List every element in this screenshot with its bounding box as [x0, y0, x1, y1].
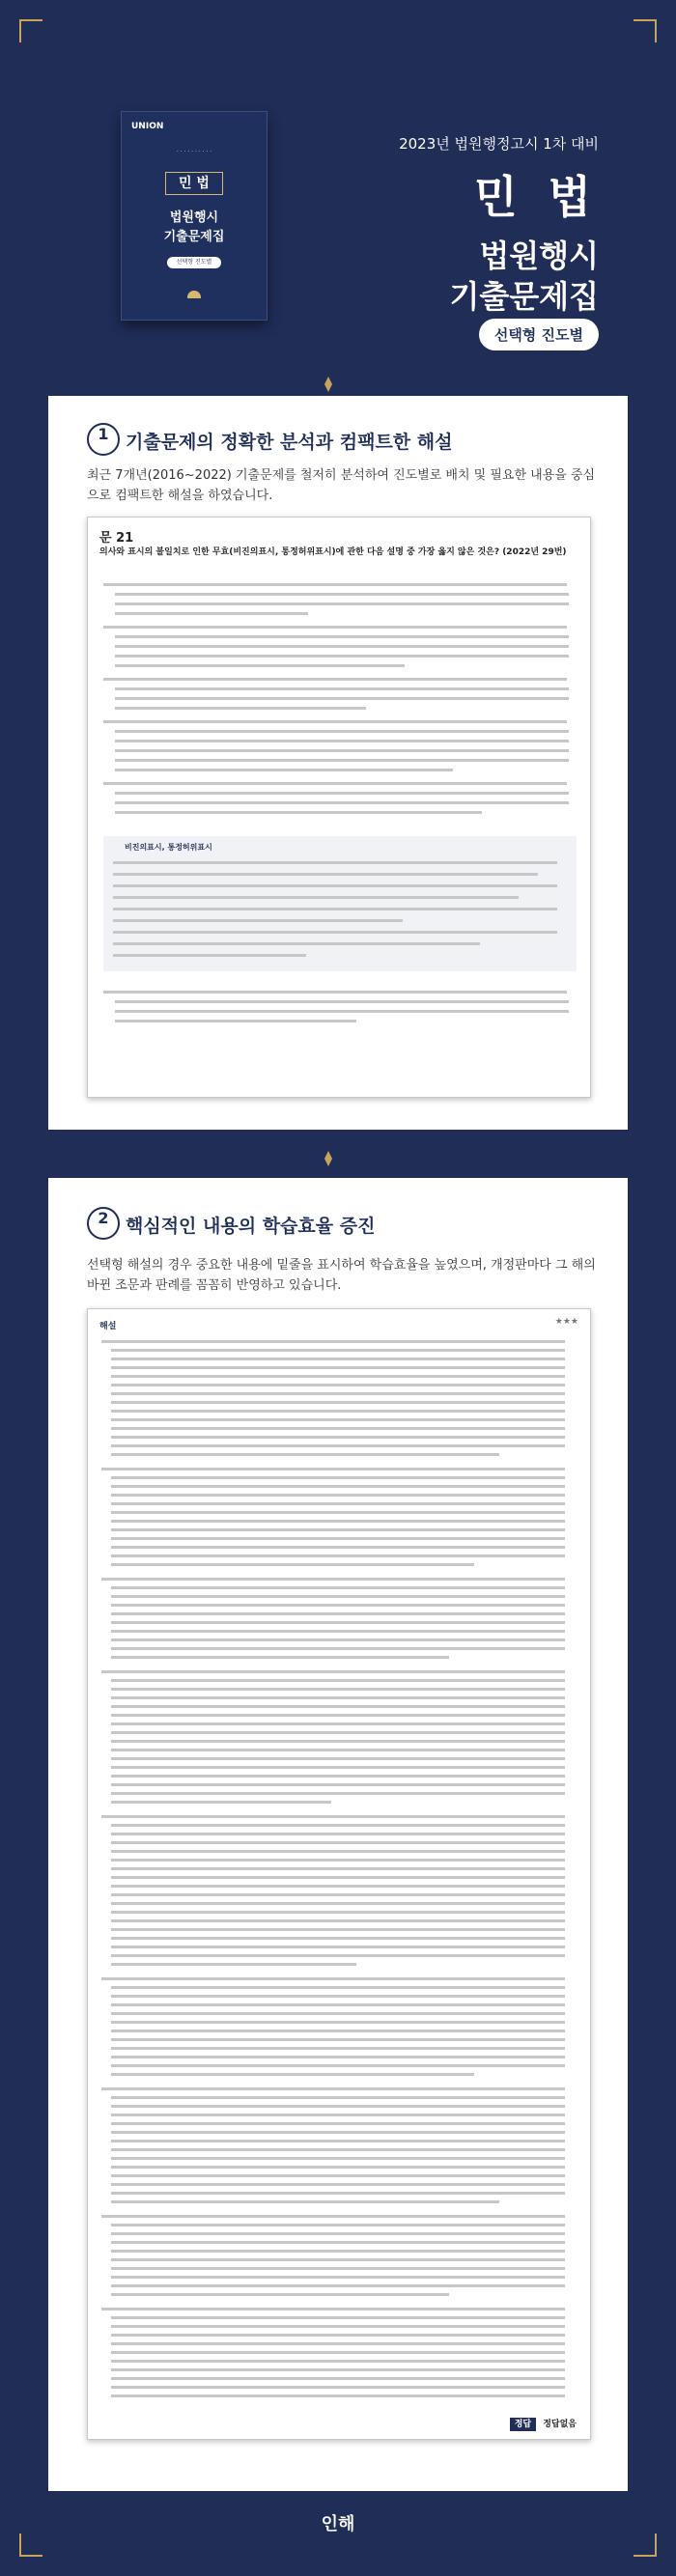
text-line	[111, 2131, 565, 2134]
text-line	[101, 2215, 565, 2218]
question-number: 문 21	[99, 531, 134, 546]
text-line	[111, 2267, 565, 2270]
explanation-label: 해설	[99, 1322, 117, 1331]
text-line	[111, 1792, 565, 1795]
text-line	[111, 2258, 565, 2261]
book-subtitle-line: · · · · · · · · · ·	[176, 149, 212, 155]
text-line	[111, 2276, 565, 2279]
title-line2: 기출문제집	[449, 278, 599, 315]
text-line	[101, 1815, 565, 1818]
text-line	[111, 1850, 565, 1853]
text-line	[111, 2232, 565, 2235]
text-line	[111, 1384, 565, 1386]
text-line	[101, 1468, 565, 1470]
text-line	[111, 1731, 565, 1734]
publisher-logo	[0, 2510, 676, 2535]
text-line	[111, 1757, 565, 1760]
text-line	[111, 1722, 565, 1725]
frame-corner	[19, 2534, 42, 2557]
section-title: 핵심적인 내용의 학습효율 증진	[126, 1216, 376, 1237]
text-line	[111, 2122, 565, 2125]
text-line	[111, 2360, 565, 2363]
text-line	[111, 1867, 565, 1870]
text-line	[111, 1554, 565, 1557]
text-line	[111, 2200, 499, 2203]
text-line	[111, 1893, 565, 1896]
text-line	[111, 1586, 565, 1589]
book-logo-mark	[187, 291, 201, 298]
key-point-title: 비진의표시, 통정허위표시	[125, 843, 212, 852]
hero-header	[58, 58, 618, 377]
book-badge: 선택형 진도별	[167, 257, 221, 268]
text-line	[111, 2325, 565, 2328]
text-line	[111, 1511, 565, 1514]
answer-key-label: 정답	[510, 2418, 536, 2431]
text-line	[111, 2334, 565, 2337]
frame-corner	[19, 19, 42, 42]
text-line	[111, 1638, 565, 1641]
text-line	[111, 1485, 565, 1488]
text-line	[111, 2148, 565, 2151]
text-line	[111, 1954, 565, 1957]
question-stem: 의사와 표시의 불일치로 인한 무효(비진의표시, 통정허위표시)에 관한 다음 설명 중 가장 옳지 않은 것은? (2022년 29번)	[99, 547, 567, 557]
text-line	[101, 2308, 565, 2310]
text-line	[111, 1963, 356, 1966]
text-line	[111, 1546, 565, 1549]
text-line	[101, 2087, 565, 2090]
text-line	[111, 1911, 565, 1914]
text-line	[111, 1679, 565, 1682]
text-line	[111, 2114, 565, 2116]
text-line	[111, 1349, 565, 1352]
text-line	[111, 2021, 565, 2024]
text-line	[111, 2073, 474, 2076]
text-line	[111, 1696, 565, 1699]
text-line	[111, 1502, 565, 1505]
key-point-box	[103, 836, 577, 971]
text-line	[111, 2250, 565, 2253]
text-line	[111, 1986, 565, 1989]
text-line	[111, 1410, 565, 1413]
text-line	[101, 1578, 565, 1581]
text-line	[111, 2394, 565, 2397]
text-line	[111, 2003, 565, 2006]
text-line	[111, 2096, 565, 2099]
book-cover	[121, 111, 268, 321]
text-line	[111, 1876, 565, 1879]
text-line	[111, 2174, 565, 2177]
text-line	[111, 2064, 565, 2067]
frame-corner	[634, 19, 657, 42]
text-line	[111, 2166, 565, 2169]
text-line	[111, 1595, 565, 1598]
text-line	[111, 1444, 565, 1447]
text-line	[101, 1670, 565, 1673]
publisher-logo-text: 인해	[321, 2514, 355, 2534]
text-line	[111, 2342, 565, 2345]
text-line	[111, 1537, 565, 1540]
feature-section-2	[48, 1178, 628, 2491]
book-title-line2: 기출문제집	[163, 230, 225, 244]
text-line	[111, 2284, 565, 2287]
section-description: 최근 7개년(2016~2022) 기출문제를 철저히 분석하여 진도별로 배치 및 필요한 내용을 중심으로 컴팩트한 해설을 하였습니다.	[87, 468, 596, 503]
text-line	[111, 2241, 565, 2244]
text-line	[111, 1824, 565, 1827]
text-line	[111, 1766, 565, 1769]
text-line	[111, 2377, 565, 2380]
text-line	[111, 2047, 565, 2050]
text-line	[111, 2038, 565, 2041]
section-title: 기출문제의 정확한 분석과 컴팩트한 해설	[126, 432, 453, 453]
text-line	[111, 1919, 565, 1922]
text-line	[111, 1749, 565, 1751]
text-line	[111, 2224, 565, 2226]
text-line	[111, 1453, 499, 1456]
text-line	[101, 1340, 565, 1343]
text-line	[111, 1375, 565, 1378]
text-line	[111, 1520, 565, 1523]
edition-badge: 선택형 진도별	[479, 319, 599, 350]
text-line	[111, 2030, 565, 2032]
text-line	[111, 1647, 565, 1650]
text-line	[111, 1775, 565, 1778]
text-line	[111, 1833, 565, 1835]
book-brand: UNION	[131, 122, 164, 131]
text-line	[111, 2157, 565, 2160]
text-line	[111, 2351, 565, 2354]
text-line	[111, 1928, 565, 1931]
ornament-icon	[319, 1149, 338, 1168]
text-line	[111, 1783, 565, 1786]
feature-section-1	[48, 396, 628, 1130]
text-line	[111, 1946, 565, 1948]
text-line	[111, 2386, 565, 2389]
text-line	[111, 2056, 565, 2058]
text-line	[111, 1401, 565, 1404]
frame-corner	[634, 2534, 657, 2557]
text-line	[111, 1656, 449, 1659]
ornament-icon	[319, 375, 338, 394]
subject-title: 민 법	[474, 171, 599, 223]
text-line	[111, 1563, 474, 1566]
section-number: 1	[87, 423, 120, 456]
text-line	[111, 1612, 565, 1615]
text-line	[111, 1740, 565, 1743]
text-line	[111, 1528, 565, 1531]
text-line	[111, 1995, 565, 1998]
sample-question-page	[87, 517, 591, 1098]
difficulty-stars: ★★★	[554, 1317, 578, 1327]
text-line	[111, 1358, 565, 1360]
text-line	[111, 1902, 565, 1905]
book-title-line1: 법원행시	[169, 210, 219, 225]
text-line	[111, 1392, 565, 1395]
text-line	[111, 1436, 565, 1439]
text-line	[111, 1604, 565, 1607]
text-line	[111, 1366, 565, 1369]
section-number: 2	[87, 1207, 120, 1240]
title-line1: 법원행시	[479, 238, 599, 274]
text-line	[111, 1885, 565, 1888]
text-line	[111, 1418, 565, 1421]
text-line	[111, 1630, 565, 1633]
text-line	[111, 1801, 331, 1804]
text-line	[101, 1977, 565, 1980]
text-line	[111, 2192, 565, 2195]
exam-label: 2023년 법원행정고시 1차 대비	[399, 135, 599, 153]
text-line	[111, 2293, 449, 2296]
text-line	[111, 1494, 565, 1497]
sample-explanation-page	[87, 1308, 591, 2440]
text-line	[111, 2140, 565, 2142]
text-line	[111, 1688, 565, 1691]
text-line	[111, 1841, 565, 1844]
text-line	[111, 1937, 565, 1940]
text-line	[111, 1427, 565, 1430]
section-description: 선택형 해설의 경우 중요한 내용에 밑줄을 표시하여 학습효율을 높였으며, 개정판마다 그 해의 바뀐 조문과 판례를 꼼꼼히 반영하고 있습니다.	[87, 1258, 596, 1293]
book-subject-box: 민 법	[165, 172, 223, 195]
text-line	[111, 1476, 565, 1479]
answer-tag	[510, 2417, 577, 2429]
text-line	[111, 1705, 565, 1708]
text-line	[111, 2012, 565, 2015]
text-line	[111, 2183, 565, 2186]
answer-value: 정답없음	[543, 2420, 577, 2429]
text-line	[111, 1714, 565, 1717]
text-line	[111, 2368, 565, 2371]
text-line	[111, 2105, 565, 2108]
text-line	[111, 1859, 565, 1862]
text-line	[111, 1621, 565, 1624]
text-line	[111, 2316, 565, 2319]
